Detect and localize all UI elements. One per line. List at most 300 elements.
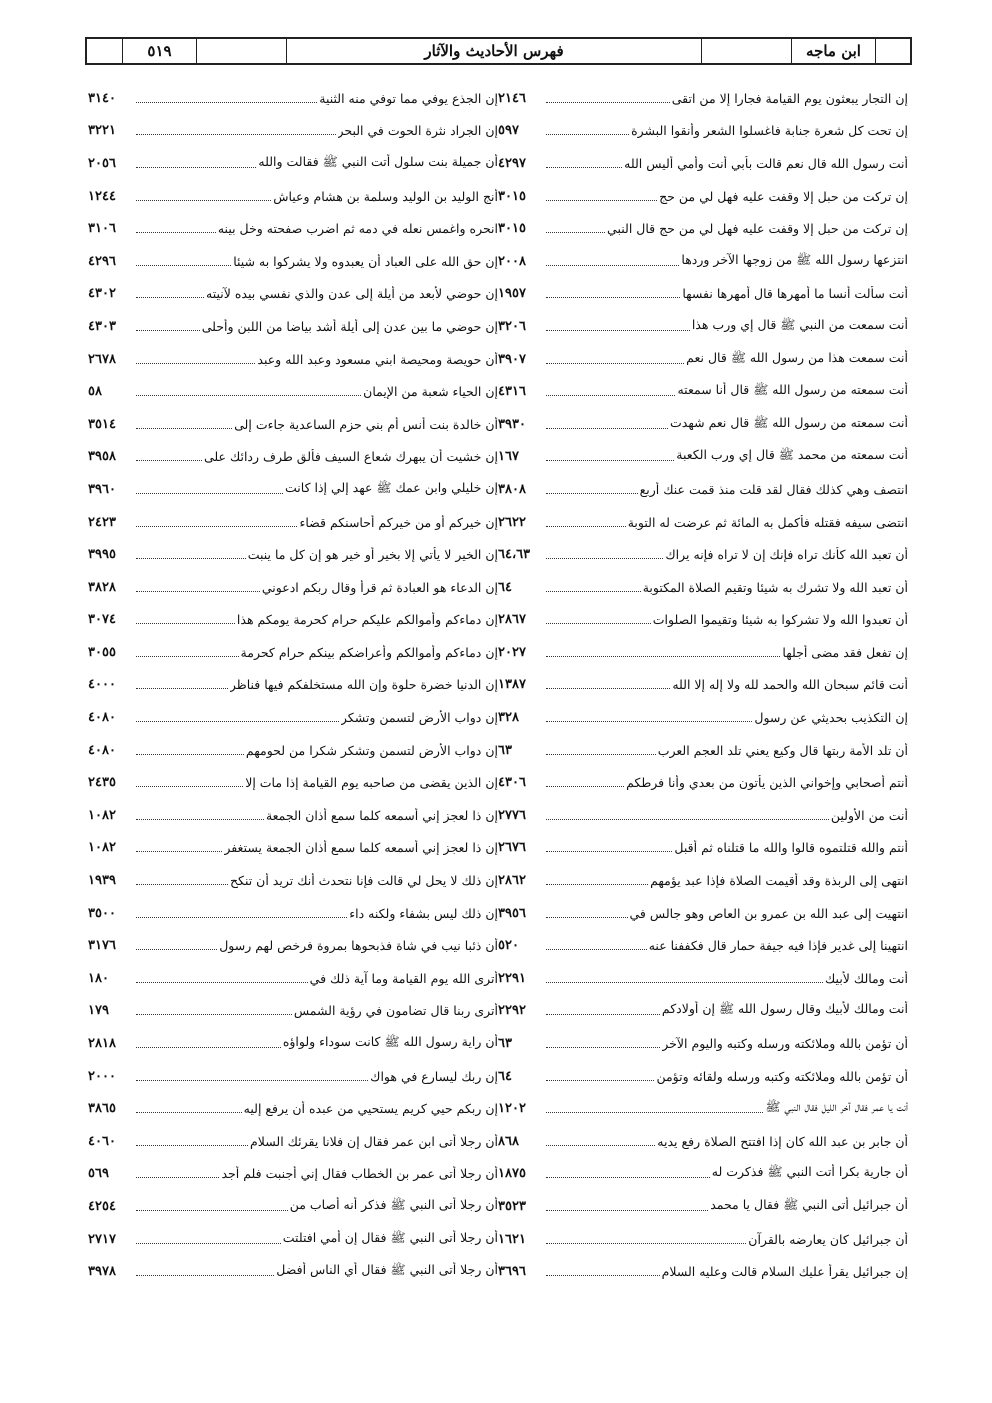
index-entry	[498, 734, 908, 767]
entry-number: ٤٠٨٠	[88, 742, 116, 758]
index-entry	[88, 1190, 498, 1223]
leader-dots	[136, 884, 228, 885]
index-entry	[498, 995, 908, 1028]
entry-text: أنج الوليد بن الوليد وسلمة بن هشام وعياش	[273, 188, 498, 204]
entry-text: انتهى إلى الربذة وقد أقيمت الصلاة فإذا عبد يؤمهم	[650, 873, 908, 889]
entry-number: ٣١٤٠	[88, 90, 116, 106]
entry-text: أن تعبد الله ولا تشرك به شيئا وتقيم الصلاة المكتوبة	[642, 579, 908, 595]
leader-dots	[136, 982, 308, 983]
entry-text: إن تحت كل شعرة جنابة فاغسلوا الشعر وأنقوا البشرة	[631, 123, 908, 139]
index-entry	[88, 604, 498, 637]
index-entry	[498, 864, 908, 897]
entry-number: ٢١٤٦	[498, 90, 526, 106]
entry-number: ١٦٢١	[498, 1231, 526, 1247]
entry-text: إن خشيت أن يبهرك شعاع السيف فألق طرف ردائك على	[203, 449, 498, 465]
entry-number: ٥٦٩	[88, 1166, 109, 1182]
entry-text: أن جابر بن عبد الله كان إذا افتتح الصلاة رفع يديه	[657, 1133, 908, 1149]
entry-number: ٣٩٠٧	[498, 351, 526, 367]
entry-number: ٢٤٢٣	[88, 514, 116, 530]
leader-dots	[546, 917, 628, 918]
index-entry	[88, 82, 498, 115]
leader-dots	[136, 688, 228, 689]
entry-number: ٣٩٥٦	[498, 905, 526, 921]
leader-dots	[136, 1014, 292, 1015]
entry-text: أنتم أصحابي وإخواني الذين يأتون من بعدي وأنا فرطكم	[626, 775, 908, 791]
index-entry	[498, 1092, 908, 1125]
index-entry	[498, 1255, 908, 1288]
entry-text: إن دماءكم وأموالكم وأعراضكم بينكم حرام كحرمة	[240, 644, 498, 660]
entry-number: ٣١٠٦	[88, 221, 116, 237]
entry-text: أنت سمعته من محمد ﷺ قال إي ورب الكعبة	[676, 447, 908, 463]
leader-dots	[546, 102, 670, 103]
entry-text: أن رجلا أتى النبي ﷺ فذكر أنه أصاب من	[289, 1196, 498, 1212]
entry-text: انحره واغمس نعله في دمه ثم اضرب صفحته وخل بينه	[217, 221, 498, 237]
entry-number: ٣٥٠٠	[88, 905, 116, 921]
leader-dots	[546, 330, 690, 331]
index-entry	[88, 995, 498, 1028]
entry-number: ٤٢٩٧	[498, 155, 526, 171]
index-entry	[498, 1060, 908, 1093]
index-entry	[498, 701, 908, 734]
entry-number: ٤٠٠٠	[88, 677, 116, 693]
index-entry	[498, 278, 908, 311]
entry-text: إن حوضي ما بين عدن إلى أيلة أشد بياضا من اللبن وأحلى	[201, 318, 498, 334]
leader-dots	[136, 786, 243, 787]
leader-dots	[136, 819, 264, 820]
index-entry	[498, 310, 908, 343]
entry-text: أن راية رسول الله ﷺ كانت سوداء ولواؤه	[282, 1034, 498, 1050]
entry-number: ٤٣١٦	[498, 384, 526, 400]
entry-text: إن حوضي لأبعد من أيلة إلى عدن والذي نفسي بيده لآنيته	[206, 286, 498, 302]
leader-dots	[136, 1047, 281, 1048]
entry-number: ٣٠٥٥	[88, 644, 116, 660]
entry-text: أن جميلة بنت سلول أتت النبي ﷺ فقالت والله	[258, 153, 498, 169]
leader-dots	[546, 851, 672, 852]
index-entry	[88, 1255, 498, 1288]
entry-number: ٤٢٥٤	[88, 1198, 116, 1214]
index-entry	[88, 1027, 498, 1060]
header-empty-cell	[701, 39, 791, 63]
entry-number: ٥٩٧	[498, 123, 519, 139]
index-entry	[88, 766, 498, 799]
entry-text: إن تركت من حبل إلا وقفت عليه فهل لي من حج قال النبي	[607, 221, 908, 237]
index-entry	[498, 473, 908, 506]
leader-dots	[546, 395, 675, 396]
entry-number: ٣٨٦٥	[88, 1101, 116, 1117]
entry-number: ٣٨٠٨	[498, 481, 526, 497]
leader-dots	[546, 297, 680, 298]
entry-text: أن تؤمن بالله وملائكته وكتبه ورسله ولقائه وتؤمن	[656, 1068, 908, 1084]
leader-dots	[136, 363, 255, 364]
entry-number: ٣١٧٦	[88, 938, 116, 954]
leader-dots	[136, 591, 260, 592]
entry-number: ٢٨١٨	[88, 1036, 116, 1052]
entry-number: ٢٦٧٦	[498, 840, 526, 856]
leader-dots	[546, 558, 663, 559]
entry-number: ٢٠٢٧	[498, 644, 526, 660]
entry-text: إن الدنيا خضرة حلوة وإن الله مستخلفكم فيها فناظر	[229, 677, 498, 693]
entry-text: إن الدعاء هو العبادة ثم قرأ وقال ربكم ادعوني	[261, 579, 498, 595]
entry-text: إن دواب الأرض لتسمن وتشكر	[340, 710, 498, 726]
entry-number: ٣٩٦٠	[88, 481, 116, 497]
leader-dots	[136, 200, 271, 201]
entry-number: ٥٢٠	[498, 938, 519, 954]
entry-text: إن ذلك لا يحل لي قالت فإنا نتحدث أنك تريد أن تنكح	[229, 873, 498, 889]
book-name: ابن ماجه	[791, 39, 875, 63]
header-empty-cell-right	[875, 39, 910, 63]
entry-number: ٢٧١٧	[88, 1231, 116, 1247]
entry-number: ٢٦٧٨	[88, 351, 116, 367]
leader-dots	[546, 1080, 654, 1081]
entry-text: إن ذا لعجز إني أسمعه كلما سمع أذان الجمعة	[265, 807, 498, 823]
entry-number: ٣٩٧٨	[88, 1264, 116, 1280]
index-entry	[88, 147, 498, 180]
entry-text: أترى الله يوم القيامة وما آية ذلك في	[309, 970, 498, 986]
index-column-right	[498, 82, 908, 1288]
entry-number: ٤٠٨٠	[88, 710, 116, 726]
index-entry	[498, 962, 908, 995]
index-entry	[498, 832, 908, 865]
entry-number: ٦٤	[498, 579, 512, 595]
index-entry	[88, 473, 498, 506]
entry-number: ١٨٠	[88, 970, 109, 986]
index-entry	[88, 441, 498, 474]
entry-number: ١٩٥٧	[498, 286, 526, 302]
entry-text: أن تؤمن بالله وملائكته ورسله وكتبه واليوم الآخر	[662, 1036, 908, 1052]
leader-dots	[136, 851, 222, 852]
index-entry	[88, 538, 498, 571]
entry-text: إن خيركم أو من خيركم أحاسنكم قضاء	[299, 514, 498, 530]
index-entry	[498, 1158, 908, 1191]
index-entry	[498, 343, 908, 376]
leader-dots	[136, 754, 244, 755]
leader-dots	[136, 1080, 368, 1081]
leader-dots	[546, 526, 626, 527]
entry-text: إن حق الله على العباد أن يعبدوه ولا يشركوا به شيئا	[233, 253, 498, 269]
entry-text: إن الحياء شعبة من الإيمان	[363, 384, 498, 400]
entry-number: ١٠٨٢	[88, 840, 116, 856]
entry-text: أن تلد الأمة ربتها قال وكيع يعني تلد العجم العرب	[657, 742, 908, 758]
index-entry	[88, 929, 498, 962]
index-entry	[88, 506, 498, 539]
index-entry	[498, 1223, 908, 1256]
index-entry	[498, 180, 908, 213]
entry-number: ١٨٧٥	[498, 1166, 526, 1182]
leader-dots	[546, 1145, 655, 1146]
index-entry	[498, 929, 908, 962]
entry-text: إن تفعل فقد مضى أجلها	[782, 644, 908, 660]
index-entry	[88, 799, 498, 832]
leader-dots	[546, 363, 684, 364]
leader-dots	[546, 1275, 660, 1276]
entry-text: إن ربك ليسارع في هواك	[370, 1068, 498, 1084]
leader-dots	[546, 428, 668, 429]
entry-text: أنت من الأولين	[830, 807, 908, 823]
entry-text: أنت ومالك لأبيك وقال رسول الله ﷺ إن أولادكم	[661, 1001, 908, 1017]
entry-text: أترى ربنا قال تضامون في رؤية الشمس	[293, 1003, 498, 1019]
leader-dots	[546, 688, 670, 689]
index-entry	[88, 245, 498, 278]
leader-dots	[546, 232, 605, 233]
index-entry	[498, 1027, 908, 1060]
leader-dots	[136, 1275, 274, 1276]
entry-number: ٨٦٨	[498, 1133, 519, 1149]
entry-text: انتهيت إلى عبد الله بن عمرو بن العاص وهو جالس في	[629, 905, 908, 921]
entry-text: إن دواب الأرض لتسمن وتشكر شكرا من لحومهم	[245, 742, 498, 758]
entry-number: ٢٠٠٠	[88, 1068, 116, 1084]
index-entry	[88, 864, 498, 897]
entry-number: ٦٤،٦٣	[498, 547, 531, 563]
entry-number: ٤٢٩٦	[88, 253, 116, 269]
index-entry	[88, 669, 498, 702]
leader-dots	[546, 591, 641, 592]
index-entry	[88, 310, 498, 343]
index-entry	[88, 962, 498, 995]
entry-number: ٢٠٠٨	[498, 253, 526, 269]
entry-text: أن خالدة بنت أنس أم بني حزم الساعدية جاءت إلى	[234, 416, 498, 432]
header-empty-cell	[196, 39, 286, 63]
index-entry	[498, 506, 908, 539]
leader-dots	[546, 200, 657, 201]
index-entry	[88, 1223, 498, 1256]
leader-dots	[546, 265, 679, 266]
entry-number: ٣٦٩٦	[498, 1264, 526, 1280]
index-entry	[88, 408, 498, 441]
leader-dots	[136, 297, 204, 298]
header-empty-cell-left	[87, 39, 122, 63]
index-entry	[498, 408, 908, 441]
entry-text: أنت يا عمر فقال آخر الليل فقال النبي ﷺ	[765, 1099, 908, 1115]
entry-text: أن جبرائيل كان يعارضه بالقرآن	[748, 1231, 908, 1247]
index-entry	[498, 115, 908, 148]
leader-dots	[546, 1210, 708, 1211]
index-entry	[88, 897, 498, 930]
leader-dots	[546, 167, 622, 168]
index-entry	[88, 1092, 498, 1125]
leader-dots	[546, 819, 829, 820]
index-entry	[88, 832, 498, 865]
entry-text: انتضى سيفه فقتله فأكمل به المائة ثم عرضت له التوبة	[627, 514, 908, 530]
leader-dots	[136, 428, 232, 429]
leader-dots	[136, 232, 216, 233]
entry-number: ٢٠٥٦	[88, 155, 116, 171]
index-entry	[88, 278, 498, 311]
leader-dots	[546, 134, 629, 135]
entry-text: أنت قائم سبحان الله والحمد لله ولا إله إلا الله	[672, 677, 908, 693]
index-entry	[88, 1060, 498, 1093]
leader-dots	[546, 1177, 710, 1178]
leader-dots	[136, 395, 361, 396]
leader-dots	[136, 1210, 288, 1211]
entry-text: إن التجار يبعثون يوم القيامة فجارا إلا من اتقى	[671, 90, 908, 106]
index-entry	[88, 212, 498, 245]
leader-dots	[136, 493, 283, 494]
entry-number: ٣٢٢١	[88, 123, 116, 139]
index-entry	[498, 636, 908, 669]
index-entry	[498, 245, 908, 278]
entry-text: إن الجذع يوفي مما توفي منه الثنية	[319, 90, 498, 106]
index-entry	[498, 799, 908, 832]
entry-text: إن جبرائيل يقرأ عليك السلام قالت وعليه السلام	[661, 1264, 908, 1280]
index-entry	[88, 375, 498, 408]
entry-number: ٣٥٢٣	[498, 1198, 526, 1214]
leader-dots	[136, 1145, 248, 1146]
entry-number: ٢٤٣٥	[88, 775, 116, 791]
leader-dots	[136, 460, 202, 461]
entry-text: أنت سمعت هذا من رسول الله ﷺ قال نعم	[686, 349, 908, 365]
index-entry	[88, 180, 498, 213]
entry-text: إن ذلك ليس بشفاء ولكنه داء	[349, 905, 498, 921]
entry-text: إن تركت من حبل إلا وقفت عليه فهل لي من حج	[659, 188, 908, 204]
entry-number: ٣٨٢٨	[88, 579, 116, 595]
leader-dots	[136, 265, 231, 266]
entry-number: ١٣٨٧	[498, 677, 526, 693]
leader-dots	[546, 949, 647, 950]
entry-number: ١٦٧	[498, 449, 519, 465]
entry-text: إن الخير لا يأتي إلا بخير أو خير هو إن كل ما ينبت	[247, 547, 498, 563]
entry-text: إن ربكم حيي كريم يستحيي من عبده أن يرفع إليه	[243, 1101, 498, 1117]
entry-text: أنت رسول الله قال نعم قالت بأبي أنت وأمي أليس الله	[624, 155, 908, 171]
entry-number: ٦٣	[498, 1036, 512, 1052]
entry-text: أنت سمعته من رسول الله ﷺ قال نعم شهدت	[670, 414, 908, 430]
entry-number: ٢٢٩١	[498, 970, 526, 986]
entry-number: ١٢٤٤	[88, 188, 116, 204]
index-entry	[498, 1125, 908, 1158]
leader-dots	[546, 982, 823, 983]
index-entry	[498, 604, 908, 637]
entry-text: أنت ومالك لأبيك	[825, 970, 908, 986]
page-number: ٥١٩	[122, 39, 196, 63]
index-entry	[498, 897, 908, 930]
entry-text: أن ذئبا نيب في شاة فذبحوها بمروة فرخص لهم رسول	[219, 938, 498, 954]
entry-text: إن التكذيب بحديثي عن رسول	[754, 710, 908, 726]
index-entry	[88, 701, 498, 734]
leader-dots	[546, 1047, 660, 1048]
entry-number: ٣٠١٥	[498, 188, 526, 204]
entry-number: ١٠٨٢	[88, 807, 116, 823]
entry-number: ٦٤	[498, 1068, 512, 1084]
entry-number: ٢٨٦٢	[498, 873, 526, 889]
index-entry	[88, 343, 498, 376]
index-entry	[88, 636, 498, 669]
entry-text: أن تعبد الله كأنك تراه فإنك إن لا تراه فإنه يراك	[665, 547, 908, 563]
leader-dots	[546, 721, 752, 722]
entry-number: ١٧٩	[88, 1003, 109, 1019]
leader-dots	[136, 1177, 219, 1178]
index-entry	[498, 669, 908, 702]
entry-text: انتزعها رسول الله ﷺ من زوجها الآخر وردها	[681, 251, 908, 267]
entry-text: إن الجراد نثرة الحوت في البحر	[337, 123, 498, 139]
entry-text: إن دماءكم وأموالكم عليكم حرام كحرمة يومكم هذا	[236, 612, 498, 628]
entry-text: انتهينا إلى غدير فإذا فيه جيفة حمار قال فكففنا عنه	[648, 938, 908, 954]
leader-dots	[136, 134, 336, 135]
entry-text: أن رجلا أتى ابن عمر فقال إن فلانا يقرئك السلام	[250, 1133, 498, 1149]
entry-text: أنت سمعت من النبي ﷺ قال إي ورب هذا	[691, 316, 908, 332]
leader-dots	[136, 558, 246, 559]
leader-dots	[546, 884, 648, 885]
entry-text: أنت سألت أنسا ما أمهرها قال أمهرها نفسها	[682, 286, 908, 302]
leader-dots	[136, 102, 317, 103]
index-entry	[498, 212, 908, 245]
entry-number: ٤٠٦٠	[88, 1133, 116, 1149]
entry-number: ٥٨	[88, 384, 102, 400]
entry-text: أن جبرائيل أتى النبي ﷺ فقال يا محمد	[710, 1196, 908, 1212]
entry-number: ٣٩٣٠	[498, 416, 526, 432]
leader-dots	[136, 917, 347, 918]
leader-dots	[546, 1014, 660, 1015]
entry-number: ٢٧٧٦	[498, 807, 526, 823]
entry-number: ١٢٠٢	[498, 1101, 526, 1117]
index-entry	[88, 115, 498, 148]
index-entry	[498, 375, 908, 408]
entry-number: ٦٣	[498, 742, 512, 758]
leader-dots	[136, 721, 339, 722]
leader-dots	[546, 493, 638, 494]
entry-text: أن رجلا أتى النبي ﷺ فقال أي الناس أفضل	[276, 1262, 498, 1278]
index-entry	[498, 538, 908, 571]
index-entry	[88, 734, 498, 767]
entry-text: أنتم والله قتلتموه قالوا والله ما قتلناه ثم أقبل	[674, 840, 908, 856]
index-entry	[88, 571, 498, 604]
leader-dots	[546, 786, 624, 787]
leader-dots	[546, 1243, 746, 1244]
index-entry	[498, 766, 908, 799]
leader-dots	[546, 656, 780, 657]
leader-dots	[546, 1112, 763, 1113]
leader-dots	[546, 460, 674, 461]
entry-text: انتصف وهي كذلك فقال لقد قلت منذ قمت عنك أربع	[639, 481, 908, 497]
entry-number: ٤٣٠٢	[88, 286, 116, 302]
index-entry	[498, 82, 908, 115]
entry-text: أن جارية بكرا أتت النبي ﷺ فذكرت له	[711, 1164, 908, 1180]
leader-dots	[136, 656, 239, 657]
entry-number: ٢٦٢٢	[498, 514, 526, 530]
entry-number: ٤٣٠٣	[88, 318, 116, 334]
index-entry	[498, 1190, 908, 1223]
entry-number: ٣٩٥٨	[88, 449, 116, 465]
entry-number: ٣٢٨	[498, 710, 519, 726]
entry-number: ٣٠٧٤	[88, 612, 116, 628]
entry-number: ٣٢٠٦	[498, 318, 526, 334]
page-header	[85, 37, 912, 65]
index-entry	[498, 441, 908, 474]
entry-number: ٣٠١٥	[498, 221, 526, 237]
entry-text: أن حويصة ومحيصة ابني مسعود وعبد الله وعبد	[257, 351, 498, 367]
index-column-left	[88, 82, 498, 1288]
leader-dots	[546, 623, 651, 624]
leader-dots	[136, 949, 217, 950]
index-entry	[88, 1158, 498, 1191]
page-title: فهرس الأحاديث والآثار	[286, 39, 701, 63]
entry-text: إن خليلي وابن عمك ﷺ عهد إلي إذا كانت	[285, 479, 498, 495]
leader-dots	[136, 526, 297, 527]
leader-dots	[136, 167, 256, 168]
entry-number: ٣٩٩٥	[88, 547, 116, 563]
leader-dots	[136, 330, 200, 331]
leader-dots	[546, 754, 656, 755]
leader-dots	[136, 1243, 281, 1244]
leader-dots	[136, 1112, 242, 1113]
entry-number: ١٩٣٩	[88, 873, 116, 889]
entry-text: أن تعبدوا الله ولا تشركوا به شيئا وتقيموا الصلوات	[652, 612, 908, 628]
entry-number: ٤٣٠٦	[498, 775, 526, 791]
entry-number: ٢٢٩٢	[498, 1003, 526, 1019]
entry-number: ٣٥١٤	[88, 416, 116, 432]
entry-text: إن ذا لعجز إني أسمعه كلما سمع أذان الجمعة يستغفر	[224, 840, 498, 856]
index-entry	[88, 1125, 498, 1158]
leader-dots	[136, 623, 235, 624]
entry-text: أنت سمعته من رسول الله ﷺ قال أنا سمعته	[677, 382, 908, 398]
